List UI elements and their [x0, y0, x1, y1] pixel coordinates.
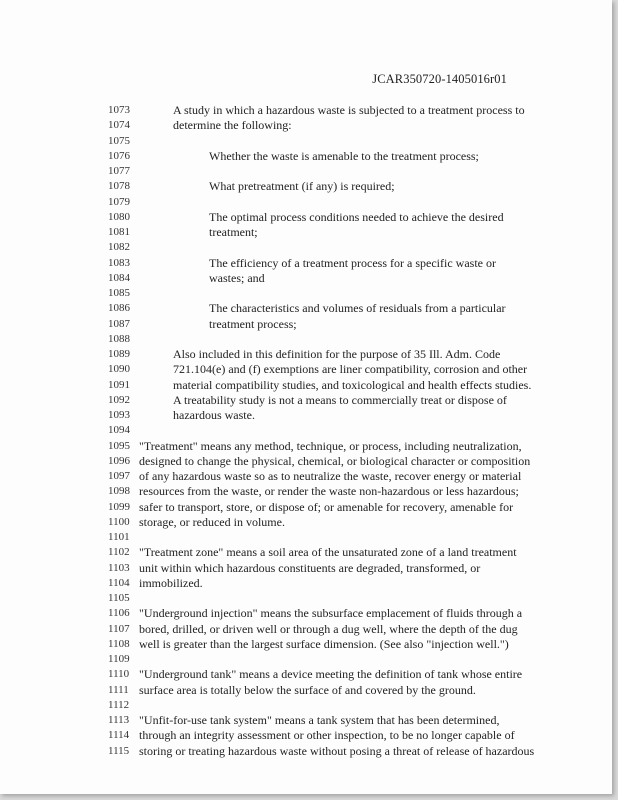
line-number: 1097: [108, 470, 130, 482]
line-text: immobilized.: [139, 575, 203, 590]
line-number: 1108: [108, 637, 130, 650]
line-number: 1088: [108, 332, 130, 345]
line-number: 1098: [108, 485, 130, 498]
line-text: A treatability study is not a means to commercially treat or dispose of: [173, 392, 507, 407]
line-text: through an integrity assessment or other inspection, to be no longer capable of: [139, 728, 515, 743]
line-text: What pretreatment (if any) is required;: [209, 179, 395, 194]
line-number: 1074: [108, 119, 130, 132]
line-number: 1111: [108, 683, 129, 696]
line-text: well is greater than the largest surface dimension. (See also "injection well."): [139, 636, 509, 651]
line-number: 1112: [108, 698, 130, 711]
line-text: The characteristics and volumes of residuals from a particular: [209, 301, 506, 316]
line-number: 1073: [108, 104, 130, 116]
line-number: 1100: [108, 515, 130, 528]
line-number: 1089: [108, 348, 130, 360]
line-text: The optimal process conditions needed to achieve the desired: [209, 209, 504, 224]
line-number: 1110: [108, 668, 130, 681]
line-text: treatment;: [209, 225, 258, 239]
line-number: 1102: [108, 546, 130, 559]
line-number: 1104: [108, 576, 130, 589]
line-number: 1080: [108, 210, 130, 223]
line-text: A study in which a hazardous waste is subjected to a treatment process to: [173, 103, 525, 117]
line-number: 1101: [108, 531, 130, 543]
line-number: 1085: [108, 287, 130, 299]
line-number: 1092: [108, 393, 130, 406]
line-number: 1090: [108, 363, 130, 376]
line-number: 1087: [108, 317, 130, 330]
line-text: material compatibility studies, and toxicological and health effects studies.: [173, 377, 532, 392]
line-text: hazardous waste.: [173, 408, 255, 422]
line-number: 1095: [108, 439, 130, 452]
line-text: 721.104(e) and (f) exemptions are liner compatibility, corrosion and other: [173, 362, 528, 377]
line-number: 1076: [108, 149, 130, 162]
line-text: of any hazardous waste so as to neutralize the waste, recover energy or material: [139, 469, 522, 483]
line-number: 1078: [108, 180, 130, 193]
line-number: 1077: [108, 165, 130, 177]
line-text: storage, or reduced in volume.: [139, 514, 285, 529]
line-text: designed to change the physical, chemical, or biological character or composition: [139, 453, 531, 468]
line-text: "Treatment zone" means a soil area of the unsaturated zone of a land treatment: [139, 545, 517, 560]
line-number: 1094: [108, 424, 130, 437]
line-text: storing or treating hazardous waste without posing a threat of release of hazardous: [139, 743, 535, 758]
line-number: 1083: [108, 256, 130, 269]
line-number: 1115: [108, 744, 130, 757]
line-text: "Treatment" means any method, technique, or process, including neutralization,: [139, 438, 522, 453]
line-number: 1113: [108, 714, 130, 726]
line-number: 1107: [108, 622, 130, 635]
document-line: [0, 742, 612, 760]
line-number: 1082: [108, 241, 130, 254]
line-number: 1114: [108, 729, 130, 742]
document-id-header: JCAR350720-1405016r01: [372, 72, 507, 86]
line-number: 1105: [108, 592, 130, 604]
line-number: 1109: [108, 653, 130, 665]
line-text: treatment process;: [209, 316, 297, 331]
line-text: Whether the waste is amenable to the treatment process;: [209, 148, 479, 163]
line-text: "Underground injection" means the subsurface emplacement of fluids through a: [139, 606, 523, 621]
line-text: determine the following:: [173, 118, 292, 133]
line-number: 1106: [108, 607, 130, 620]
line-number: 1103: [108, 561, 130, 574]
line-number: 1079: [108, 195, 130, 208]
line-number: 1091: [108, 378, 130, 391]
line-text: wastes; and: [209, 270, 265, 285]
line-text: "Underground tank" means a device meeting the definition of tank whose entire: [139, 667, 523, 682]
line-text: unit within which hazardous constituents are degraded, transformed, or: [139, 560, 481, 575]
line-text: surface area is totally below the surface of and covered by the ground.: [139, 682, 476, 697]
line-text: The efficiency of a treatment process for a specific waste or: [209, 255, 496, 270]
line-number: 1096: [108, 454, 130, 467]
line-number: 1075: [108, 134, 130, 147]
line-number: 1093: [108, 409, 130, 421]
line-number: 1099: [108, 500, 130, 513]
line-text: "Unfit-for-use tank system" means a tank system that has been determined,: [139, 713, 500, 727]
line-text: bored, drilled, or driven well or through a dug well, where the depth of the dug: [139, 621, 518, 636]
line-number: 1086: [108, 302, 130, 315]
line-text: Also included in this definition for the purpose of 35 Ill. Adm. Code: [173, 347, 501, 361]
line-number: 1081: [108, 226, 130, 238]
line-number: 1084: [108, 271, 130, 284]
line-text: resources from the waste, or render the waste non-hazardous or less hazardous;: [139, 484, 519, 499]
line-text: safer to transport, store, or dispose of; or amenable for recovery, amenable for: [139, 499, 514, 514]
